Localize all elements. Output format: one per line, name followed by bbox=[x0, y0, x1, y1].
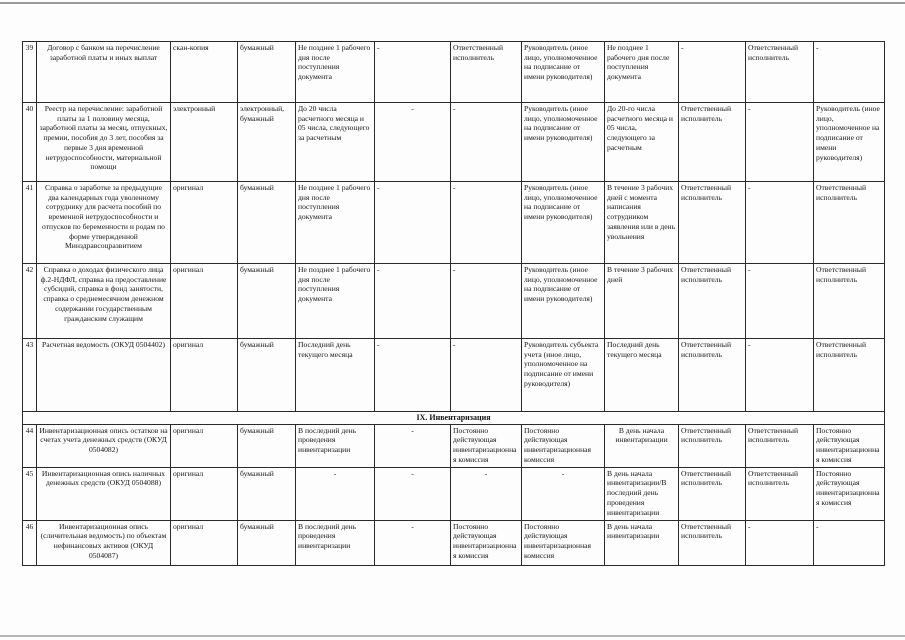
table-cell: - bbox=[375, 182, 451, 264]
table-cell: Ответственный исполнитель bbox=[814, 182, 885, 264]
document-name-cell: Инвентаризационная опись остатков на счетах учета денежных средств (ОКУД 0504082) bbox=[37, 424, 171, 467]
table-cell: Ответственный исполнитель bbox=[746, 467, 814, 520]
table-cell: оригинал bbox=[171, 520, 238, 565]
document-name-cell: Реестр на перечисление: заработной платы за 1 половину месяца, заработной платы за месяц, отпускных, премии, пособия до 3 лет, пособия за первые 3 дня временной нетрудоспособности, материальной помощи bbox=[37, 103, 171, 182]
table-cell: В день начала инвентаризации/В последний день проведения инвентаризации bbox=[605, 467, 679, 520]
table-cell: бумажный bbox=[238, 264, 296, 339]
document-name-cell: Договор с банком на перечисление заработной платы и иных выплат bbox=[37, 42, 171, 103]
table-cell: - bbox=[814, 520, 885, 565]
table-cell: - bbox=[746, 264, 814, 339]
table-cell: Руководитель (иное лицо, уполномоченное на подписание от имени руководителя) bbox=[522, 182, 605, 264]
table-cell: Постоянно действующая инвентаризационная комиссия bbox=[814, 424, 885, 467]
bottom-edge-line bbox=[0, 635, 905, 637]
table-cell: До 20 числа расчетного месяца и 05 числа, следующего за расчетным bbox=[296, 103, 375, 182]
table-row bbox=[23, 520, 885, 565]
table-cell: Постоянно действующая инвентаризационная комиссия bbox=[522, 520, 605, 565]
table-cell: Постоянно действующая инвентаризационная комиссия bbox=[451, 520, 522, 565]
table-cell: - bbox=[375, 264, 451, 339]
document-name-cell: Инвентаризационная опись (сличительная ведомость) по объектам нефинансовых активов (ОКУД 0504087) bbox=[37, 520, 171, 565]
document-name-cell: Расчетная ведомость (ОКУД 0504402) bbox=[37, 339, 171, 412]
table-cell: бумажный bbox=[238, 42, 296, 103]
document-name-cell: Инвентаризационная опись наличных денежных средств (ОКУД 0504088) bbox=[37, 467, 171, 520]
table-cell: - bbox=[375, 424, 451, 467]
table-cell: - bbox=[451, 264, 522, 339]
table-cell: Последний день текущего месяца bbox=[296, 339, 375, 412]
table-row bbox=[23, 467, 885, 520]
table-cell: оригинал bbox=[171, 264, 238, 339]
row-number: 40 bbox=[23, 103, 37, 182]
row-number: 42 bbox=[23, 264, 37, 339]
table-cell: бумажный bbox=[238, 467, 296, 520]
row-number: 41 bbox=[23, 182, 37, 264]
table-cell: Ответственный исполнитель bbox=[679, 264, 746, 339]
table-row bbox=[23, 264, 885, 339]
table-cell: бумажный bbox=[238, 182, 296, 264]
document-name-cell: Справка о доходах физического лица ф.2-НДФЛ, справка на предоставление субсидий, справка в фонд занятости, справка о среднемесячном денежном содержании государственным гражданским служащим bbox=[37, 264, 171, 339]
table-cell: Руководитель (иное лицо, уполномоченное на подписание от имени руководителя) bbox=[522, 42, 605, 103]
table-row bbox=[23, 424, 885, 467]
table-cell: - bbox=[746, 182, 814, 264]
table-cell: - bbox=[679, 42, 746, 103]
table-row bbox=[23, 182, 885, 264]
document-name-cell: Справка о заработке за предыдущие два календарных года уволенному сотруднику для расчета пособий по временной нетрудоспособности и отпусков по беременности и родам по форме утвержденной Минздравсоцразвитием bbox=[37, 182, 171, 264]
row-number: 46 bbox=[23, 520, 37, 565]
table-cell: В течение 3 рабочих дней с момента написания сотрудником заявления или в день увольнения bbox=[605, 182, 679, 264]
table-cell: - bbox=[451, 103, 522, 182]
top-edge-line bbox=[0, 2, 905, 4]
table-cell: - bbox=[375, 42, 451, 103]
table-cell: - bbox=[814, 42, 885, 103]
table-cell: Не позднее 1 рабочего дня после поступления документа bbox=[605, 42, 679, 103]
table-cell: оригинал bbox=[171, 467, 238, 520]
table-cell: Постоянно действующая инвентаризационная комиссия bbox=[451, 424, 522, 467]
section-row bbox=[23, 412, 885, 425]
table-row bbox=[23, 42, 885, 103]
table-cell: Ответственный исполнитель bbox=[679, 467, 746, 520]
table-cell: Руководитель субъекта учета (иное лицо, уполномоченное на подписание от имени руководителя) bbox=[522, 339, 605, 412]
table-cell: - bbox=[375, 339, 451, 412]
row-number: 39 bbox=[23, 42, 37, 103]
row-number: 44 bbox=[23, 424, 37, 467]
table-cell: бумажный bbox=[238, 424, 296, 467]
table-cell: В день начала инвентаризации bbox=[605, 424, 679, 467]
table-cell: До 20-го числа расчетного месяца и 05 числа, следующего за расчетным bbox=[605, 103, 679, 182]
table-cell: - bbox=[522, 467, 605, 520]
table-cell: - bbox=[746, 520, 814, 565]
table-cell: Ответственный исполнитель bbox=[814, 339, 885, 412]
table-cell: Ответственный исполнитель bbox=[679, 103, 746, 182]
table-cell: Руководитель (иное лицо, уполномоченное на подписание от имени руководителя) bbox=[814, 103, 885, 182]
table-cell: В последний день проведения инвентаризации bbox=[296, 424, 375, 467]
table-cell: Ответственный исполнитель bbox=[679, 339, 746, 412]
row-number: 43 bbox=[23, 339, 37, 412]
table-cell: Последний день текущего месяца bbox=[605, 339, 679, 412]
table-cell: Ответственный исполнитель bbox=[679, 424, 746, 467]
table-cell: бумажный bbox=[238, 339, 296, 412]
table-row bbox=[23, 339, 885, 412]
table-cell: - bbox=[296, 467, 375, 520]
table-cell: - bbox=[451, 182, 522, 264]
table-cell: - bbox=[746, 339, 814, 412]
table-cell: электронный bbox=[171, 103, 238, 182]
table-cell: Не позднее 1 рабочего дня после поступления документа bbox=[296, 182, 375, 264]
table-cell: Ответственный исполнитель bbox=[679, 182, 746, 264]
table-cell: Ответственный исполнитель bbox=[451, 42, 522, 103]
table-cell: - bbox=[375, 520, 451, 565]
table-cell: Ответственный исполнитель bbox=[679, 520, 746, 565]
table-cell: - bbox=[375, 467, 451, 520]
table-cell: скан-копия bbox=[171, 42, 238, 103]
table-cell: - bbox=[451, 339, 522, 412]
table-cell: электронный, бумажный bbox=[238, 103, 296, 182]
table-cell: Постоянно действующая инвентаризационная комиссия bbox=[522, 424, 605, 467]
row-number: 45 bbox=[23, 467, 37, 520]
table-cell: Ответственный исполнитель bbox=[814, 264, 885, 339]
table-cell: бумажный bbox=[238, 520, 296, 565]
table-cell: - bbox=[375, 103, 451, 182]
table-row bbox=[23, 103, 885, 182]
table-cell: В день начала инвентаризации bbox=[605, 520, 679, 565]
document-table bbox=[22, 41, 885, 566]
table-cell: Ответственный исполнитель bbox=[746, 424, 814, 467]
table-cell: - bbox=[451, 467, 522, 520]
table-cell: - bbox=[746, 103, 814, 182]
table-cell: Постоянно действующая инвентаризационная комиссия bbox=[814, 467, 885, 520]
table-cell: В последний день проведения инвентаризации bbox=[296, 520, 375, 565]
table-cell: оригинал bbox=[171, 182, 238, 264]
table-cell: оригинал bbox=[171, 339, 238, 412]
table-cell: оригинал bbox=[171, 424, 238, 467]
table-cell: Не позднее 1 рабочего дня после поступления документа bbox=[296, 264, 375, 339]
section-title: IX. Инвентаризация bbox=[23, 412, 885, 425]
table-cell: Руководитель (иное лицо, уполномоченное на подписание от имени руководителя) bbox=[522, 103, 605, 182]
table-cell: В течение 3 рабочих дней bbox=[605, 264, 679, 339]
table-cell: Руководитель (иное лицо, уполномоченное на подписание от имени руководителя) bbox=[522, 264, 605, 339]
table-cell: Ответственный исполнитель bbox=[746, 42, 814, 103]
table-cell: Не позднее 1 рабочего дня после поступления документа bbox=[296, 42, 375, 103]
